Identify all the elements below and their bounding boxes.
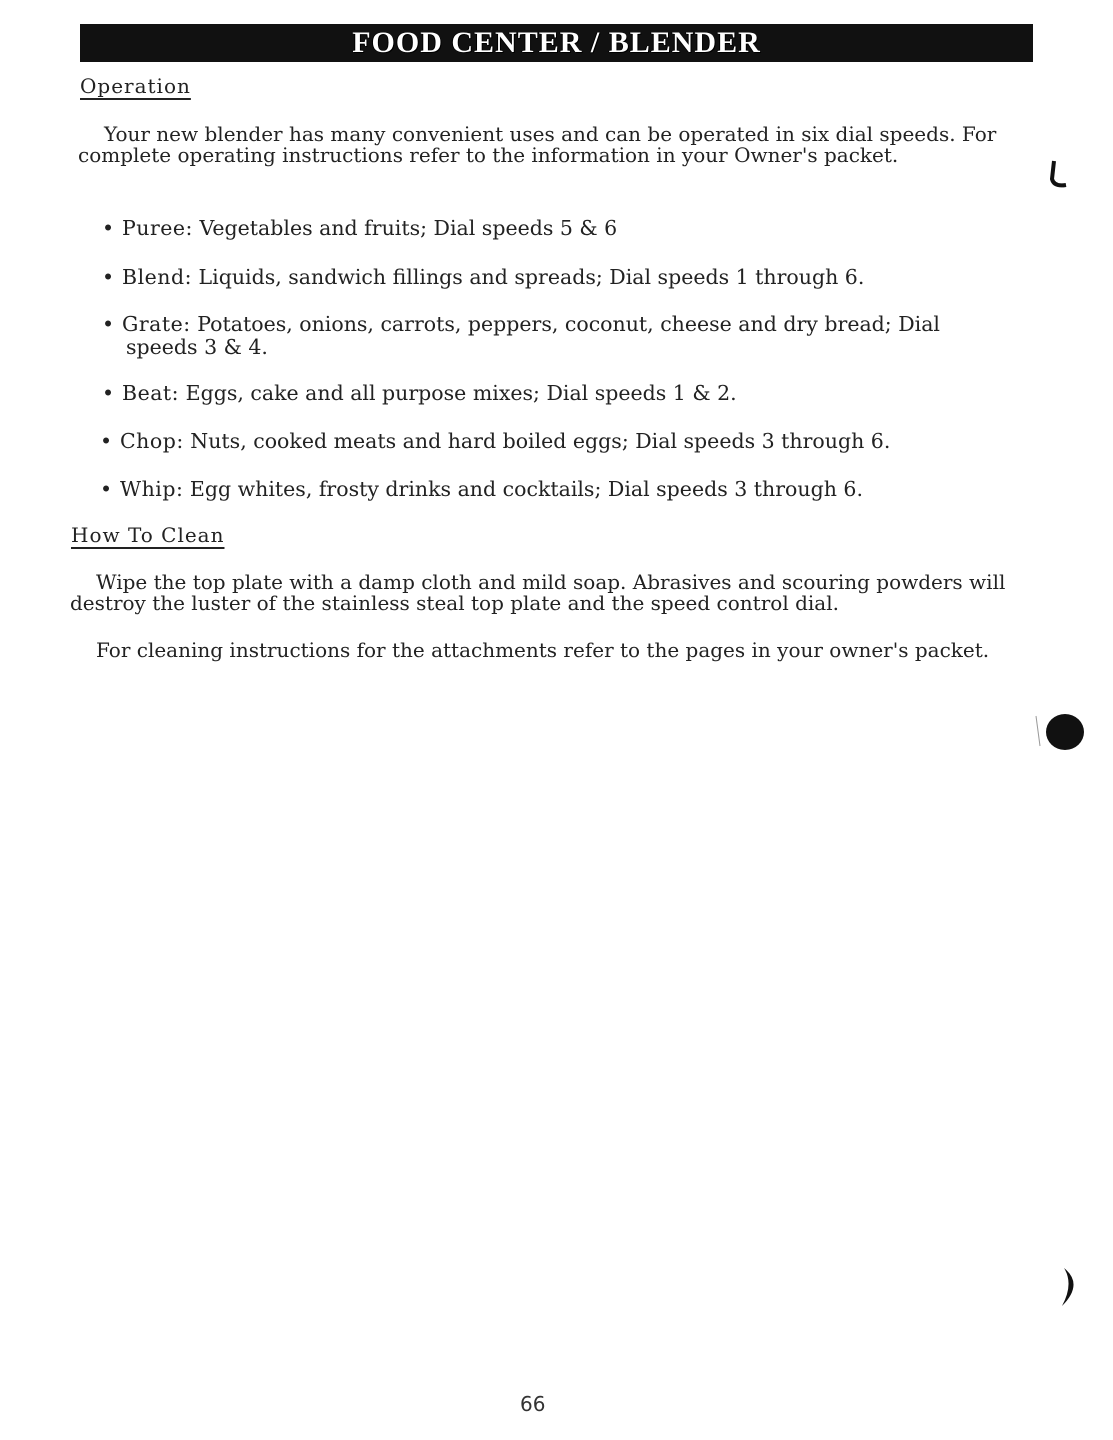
banner-title: FOOD CENTER / BLENDER (352, 26, 761, 59)
binder-mark-icon (1040, 155, 1070, 195)
list-item-chop (100, 430, 1020, 453)
list-item-term: Beat: (122, 381, 180, 405)
bullet-icon: • (102, 265, 115, 289)
cleaning-paragraph-1: Wipe the top plate with a damp cloth and mild soap. Abrasives and scouring powders will destroy the luster of the stainless steal top plate and the speed control dial. (70, 570, 1006, 615)
list-item-text: Egg whites, frosty drinks and cocktails; Dial speeds 3 through 6. (189, 477, 863, 501)
list-item-grate (102, 313, 1022, 359)
list-item-term: Puree: (122, 216, 193, 240)
bullet-icon: • (102, 381, 115, 405)
list-item-whip (100, 478, 1000, 501)
list-item-beat (102, 382, 1002, 405)
list-item-puree (102, 217, 1002, 240)
title-banner (80, 24, 1033, 62)
list-item-text: Potatoes, onions, carrots, peppers, coconut, cheese and dry bread; Dial (197, 312, 940, 336)
list-item-text: Nuts, cooked meats and hard boiled eggs; Dial speeds 3 through 6. (190, 429, 891, 453)
list-item-text: Eggs, cake and all purpose mixes; Dial speeds 1 & 2. (185, 381, 737, 405)
how-to-clean-heading: How To Clean (71, 523, 225, 547)
binder-hole-icon (1030, 706, 1090, 756)
list-item-term: Blend: (122, 265, 192, 289)
bullet-icon: • (102, 216, 115, 240)
list-item-text-continued: speeds 3 & 4. (126, 335, 268, 359)
bullet-icon: • (102, 312, 115, 336)
page-number: 66 (520, 1392, 546, 1416)
operation-heading: Operation (80, 74, 191, 98)
list-item-term: Whip: (120, 477, 184, 501)
operation-intro: Your new blender has many convenient uses and can be operated in six dial speeds. For complete operating instructions refer to the information in your Owner's packet. (78, 122, 997, 167)
list-item-term: Chop: (120, 429, 184, 453)
binder-crescent-icon (1040, 1262, 1090, 1312)
list-item-text: Liquids, sandwich fillings and spreads; Dial speeds 1 through 6. (198, 265, 865, 289)
bullet-icon: • (100, 429, 113, 453)
list-item-text: Vegetables and fruits; Dial speeds 5 & 6 (199, 216, 618, 240)
bullet-icon: • (100, 477, 113, 501)
list-item-blend (102, 266, 1002, 289)
list-item-term: Grate: (122, 312, 191, 336)
cleaning-paragraph-2: For cleaning instructions for the attachments refer to the pages in your owner's packet. (96, 638, 990, 662)
